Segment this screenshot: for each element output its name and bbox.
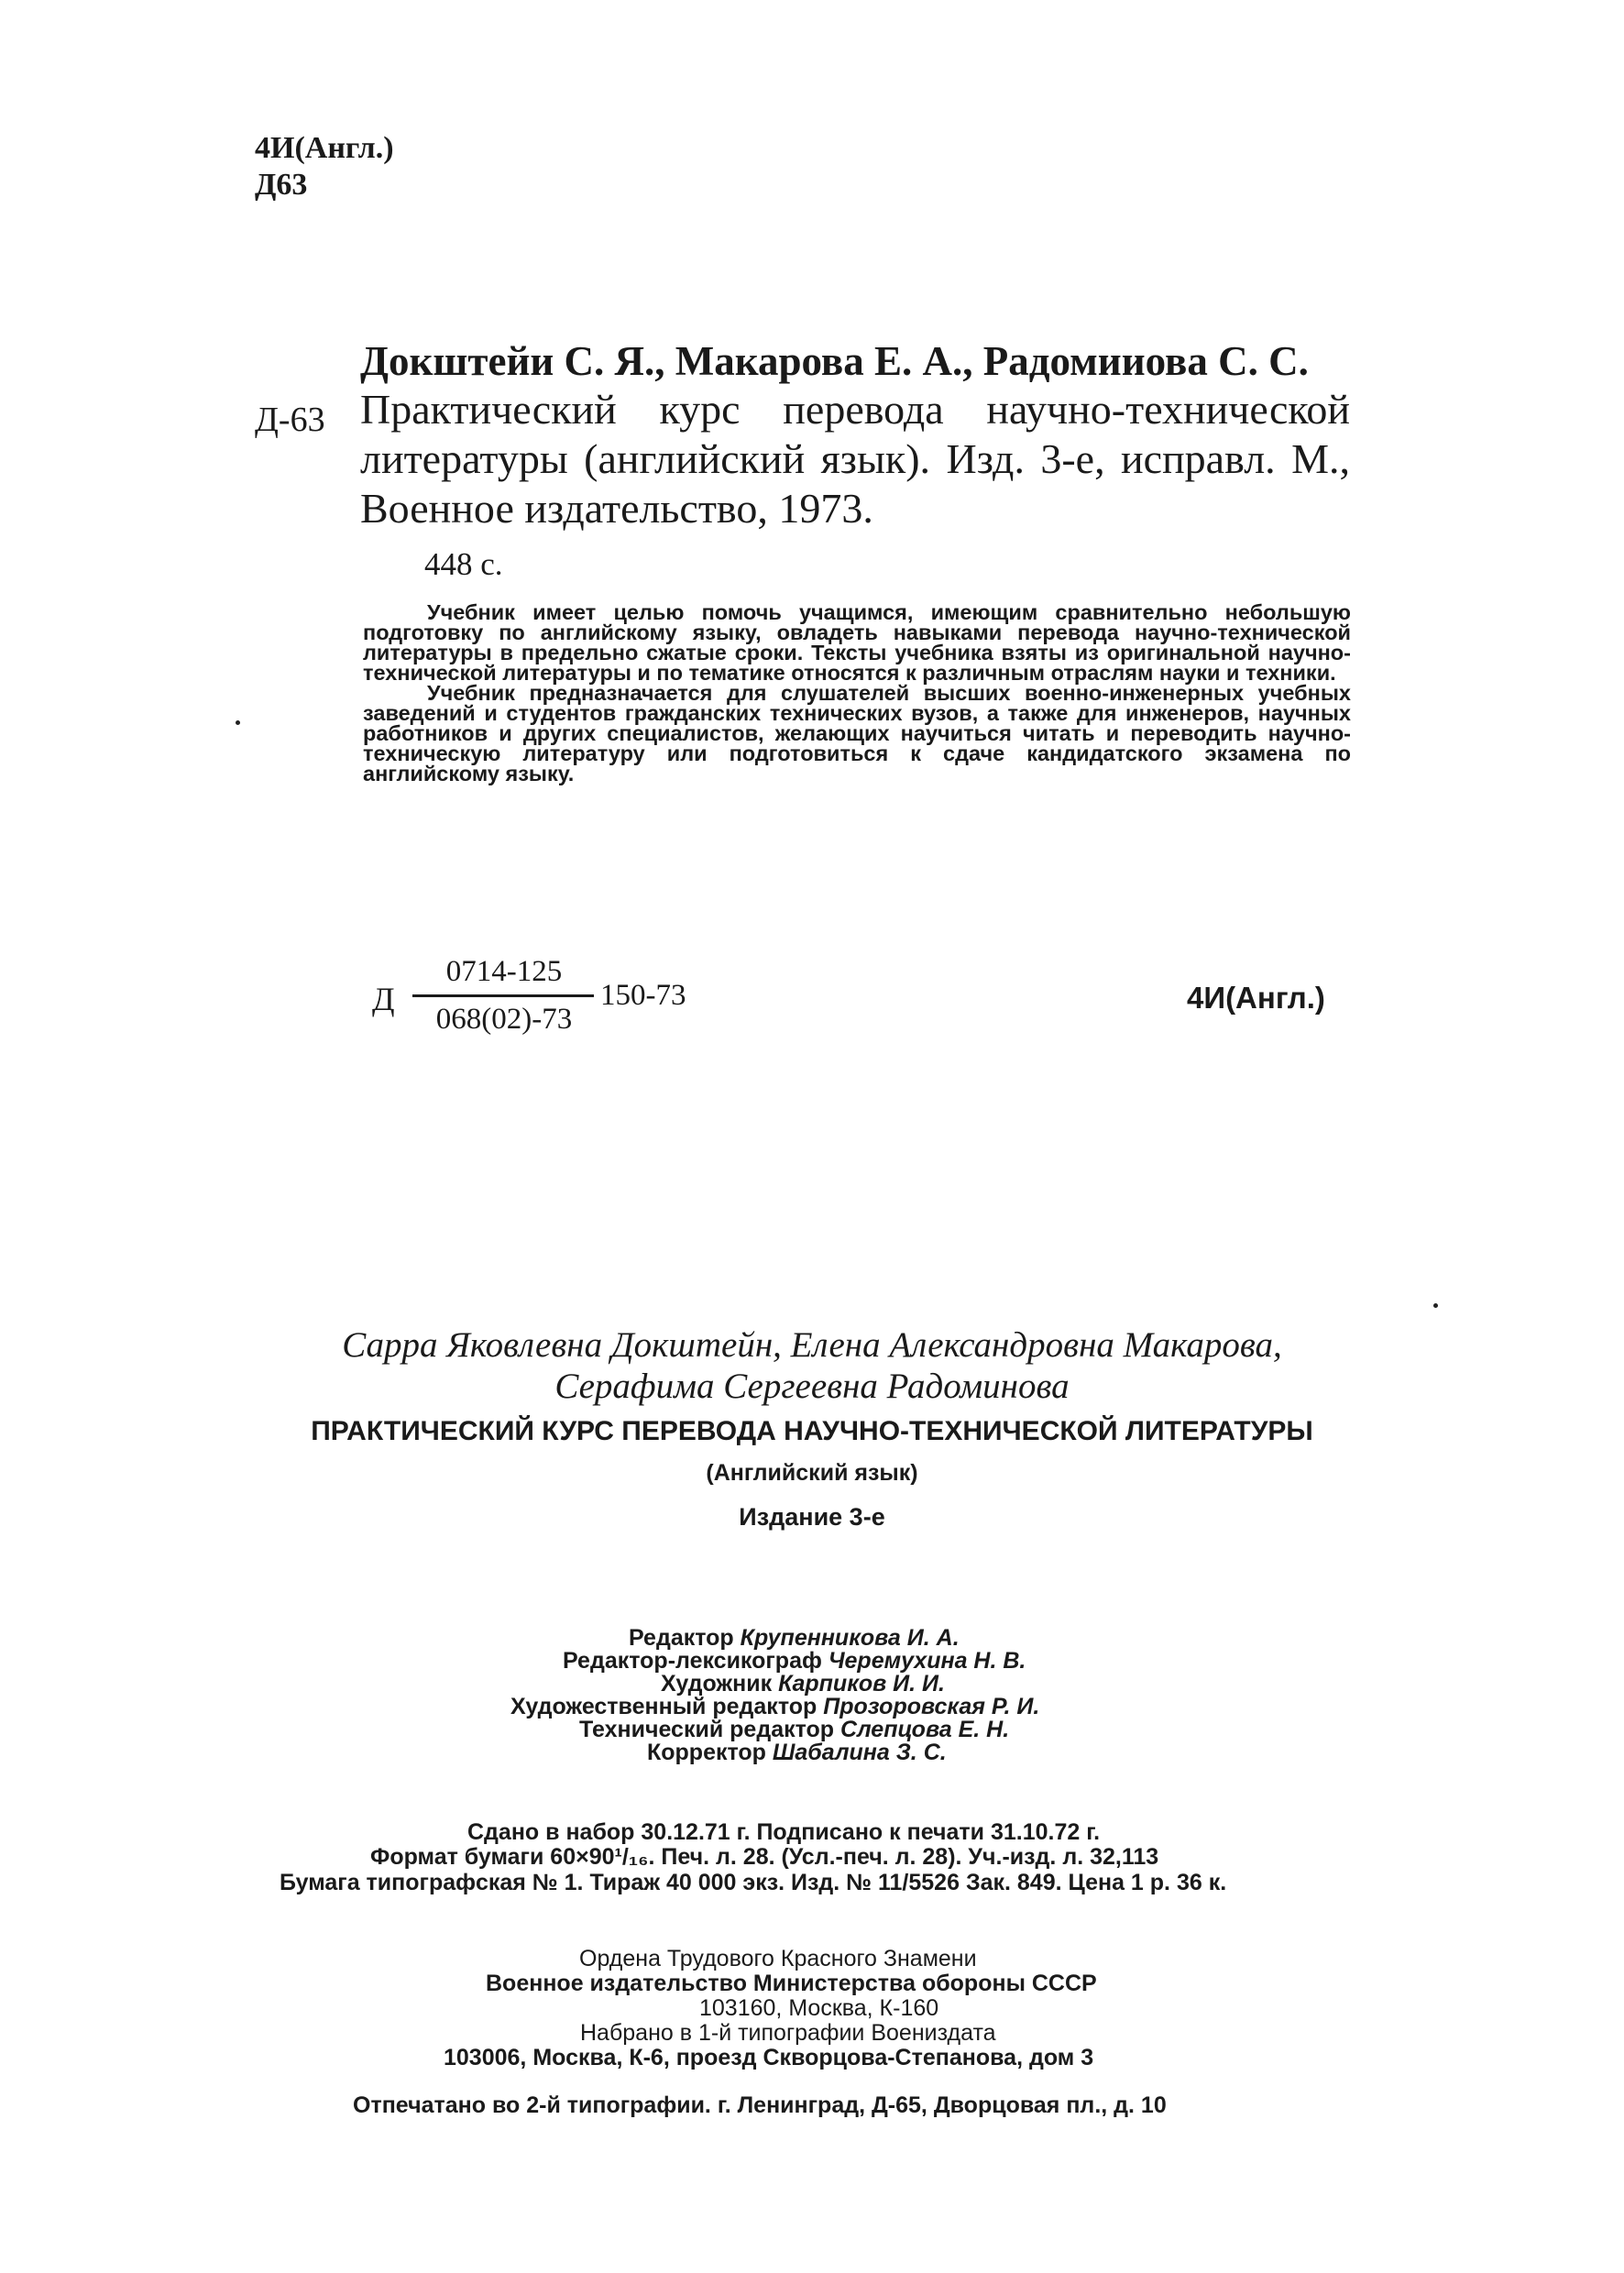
publisher-line-4: Набрано в 1-й типографии Воениздата bbox=[580, 2020, 996, 2046]
index-letter: Д bbox=[372, 981, 395, 1017]
credit-line bbox=[661, 1673, 945, 1696]
credit-role: Редактор bbox=[629, 1625, 734, 1651]
credit-line bbox=[579, 1718, 1009, 1741]
credit-name: Слепцова Е. Н. bbox=[840, 1717, 1010, 1742]
annotation-paragraph-2: Учебник предназначается для слушателей высших военно-инженерных учебных заведений и студентов гражданских технических вузов, а также для инженеров, научных работников и других специалистов, желающих научиться читать и переводить научно-техническую литературу или подготовиться к сдаче кандидатского экзамена по английскому языку. bbox=[363, 681, 1351, 785]
publisher-line-2: Военное издательство Министерства обороны СССР bbox=[486, 1971, 1097, 1996]
credit-role: Технический редактор bbox=[579, 1717, 835, 1742]
index-fraction-line bbox=[412, 994, 594, 997]
publisher-line-1: Ордена Трудового Красного Знамени bbox=[579, 1946, 977, 1971]
publisher-line-6: Отпечатано во 2-й типографии. г. Ленинград, Д-65, Дворцовая пл., д. 10 bbox=[353, 2092, 1167, 2118]
index-class: 4И(Англ.) bbox=[1187, 981, 1325, 1015]
credit-role: Редактор-лексикограф bbox=[563, 1648, 822, 1674]
credit-line bbox=[647, 1741, 947, 1764]
imprint-names-line-2: Серафима Сергеевна Радоминова bbox=[554, 1367, 1070, 1406]
stray-dot bbox=[1433, 1303, 1438, 1308]
credit-name: Крупенникова И. А. bbox=[740, 1625, 960, 1651]
stray-dot bbox=[236, 720, 240, 725]
print-info-line-3: Бумага типографская № 1. Тираж 40 000 экз. Изд. № 11/5526 Зак. 849. Цена 1 р. 36 к. bbox=[280, 1870, 1227, 1895]
card-code: Д-63 bbox=[255, 401, 325, 439]
annotation-paragraph-1: Учебник имеет целью помочь учащимся, имеющим сравнительно небольшую подготовку по английскому языку, овладеть навыками перевода научно-технической литературы в предельно сжатые сроки. Тексты учебника взяты из оригинальной научно-технической литературы и по тематике относятся к различным отраслям науки и техники. bbox=[363, 600, 1351, 685]
credit-name: Прозоровская Р. И. bbox=[823, 1694, 1040, 1719]
credit-line bbox=[563, 1650, 1026, 1673]
credit-line bbox=[629, 1627, 960, 1650]
index-denominator: 068(02)-73 bbox=[435, 1003, 573, 1036]
index-code: 150-73 bbox=[600, 979, 686, 1012]
print-info-line-1: Сдано в набор 30.12.71 г. Подписано к печати 31.10.72 г. bbox=[467, 1819, 1101, 1845]
credit-name: Шабалина З. С. bbox=[772, 1740, 947, 1765]
credit-line bbox=[510, 1696, 1039, 1718]
credit-name: Черемухина Н. В. bbox=[828, 1648, 1026, 1674]
imprint-names-line-1: Сарра Яковлевна Докштейн, Елена Александровна Макарова, bbox=[342, 1325, 1282, 1365]
imprint-edition: Издание 3-е bbox=[739, 1503, 885, 1531]
classification-line-2: Д63 bbox=[255, 168, 308, 202]
credit-role: Художник bbox=[661, 1671, 773, 1697]
credit-name: Карпиков И. И. bbox=[778, 1671, 945, 1697]
card-pages: 448 с. bbox=[424, 546, 503, 582]
credit-role: Художественный редактор bbox=[510, 1694, 817, 1719]
publisher-line-5: 103006, Москва, К-6, проезд Скворцова-Степанова, дом 3 bbox=[444, 2045, 1094, 2070]
imprint-title: ПРАКТИЧЕСКИЙ КУРС ПЕРЕВОДА НАУЧНО-ТЕХНИЧЕСКОЙ ЛИТЕРАТУРЫ bbox=[311, 1416, 1313, 1446]
publisher-line-3: 103160, Москва, К-160 bbox=[699, 1995, 939, 2021]
classification-line-1: 4И(Англ.) bbox=[255, 131, 394, 165]
imprint-language: (Английский язык) bbox=[706, 1460, 918, 1486]
print-info-line-2: Формат бумаги 60×90¹/₁₆. Печ. л. 28. (Усл.-печ. л. 28). Уч.-изд. л. 32,113 bbox=[370, 1844, 1159, 1870]
credit-role: Корректор bbox=[647, 1740, 766, 1765]
classification-mark bbox=[255, 130, 394, 203]
card-authors: Докштейи С. Я., Макарова Е. А., Радомииова С. С. bbox=[360, 338, 1309, 384]
card-annotation bbox=[363, 602, 1351, 784]
index-numerator: 0714-125 bbox=[445, 955, 563, 988]
card-title: Практический курс перевода научно-технической литературы (английский язык). Изд. 3-е, исправл. М., Военное издательство, 1973. bbox=[360, 386, 1350, 532]
